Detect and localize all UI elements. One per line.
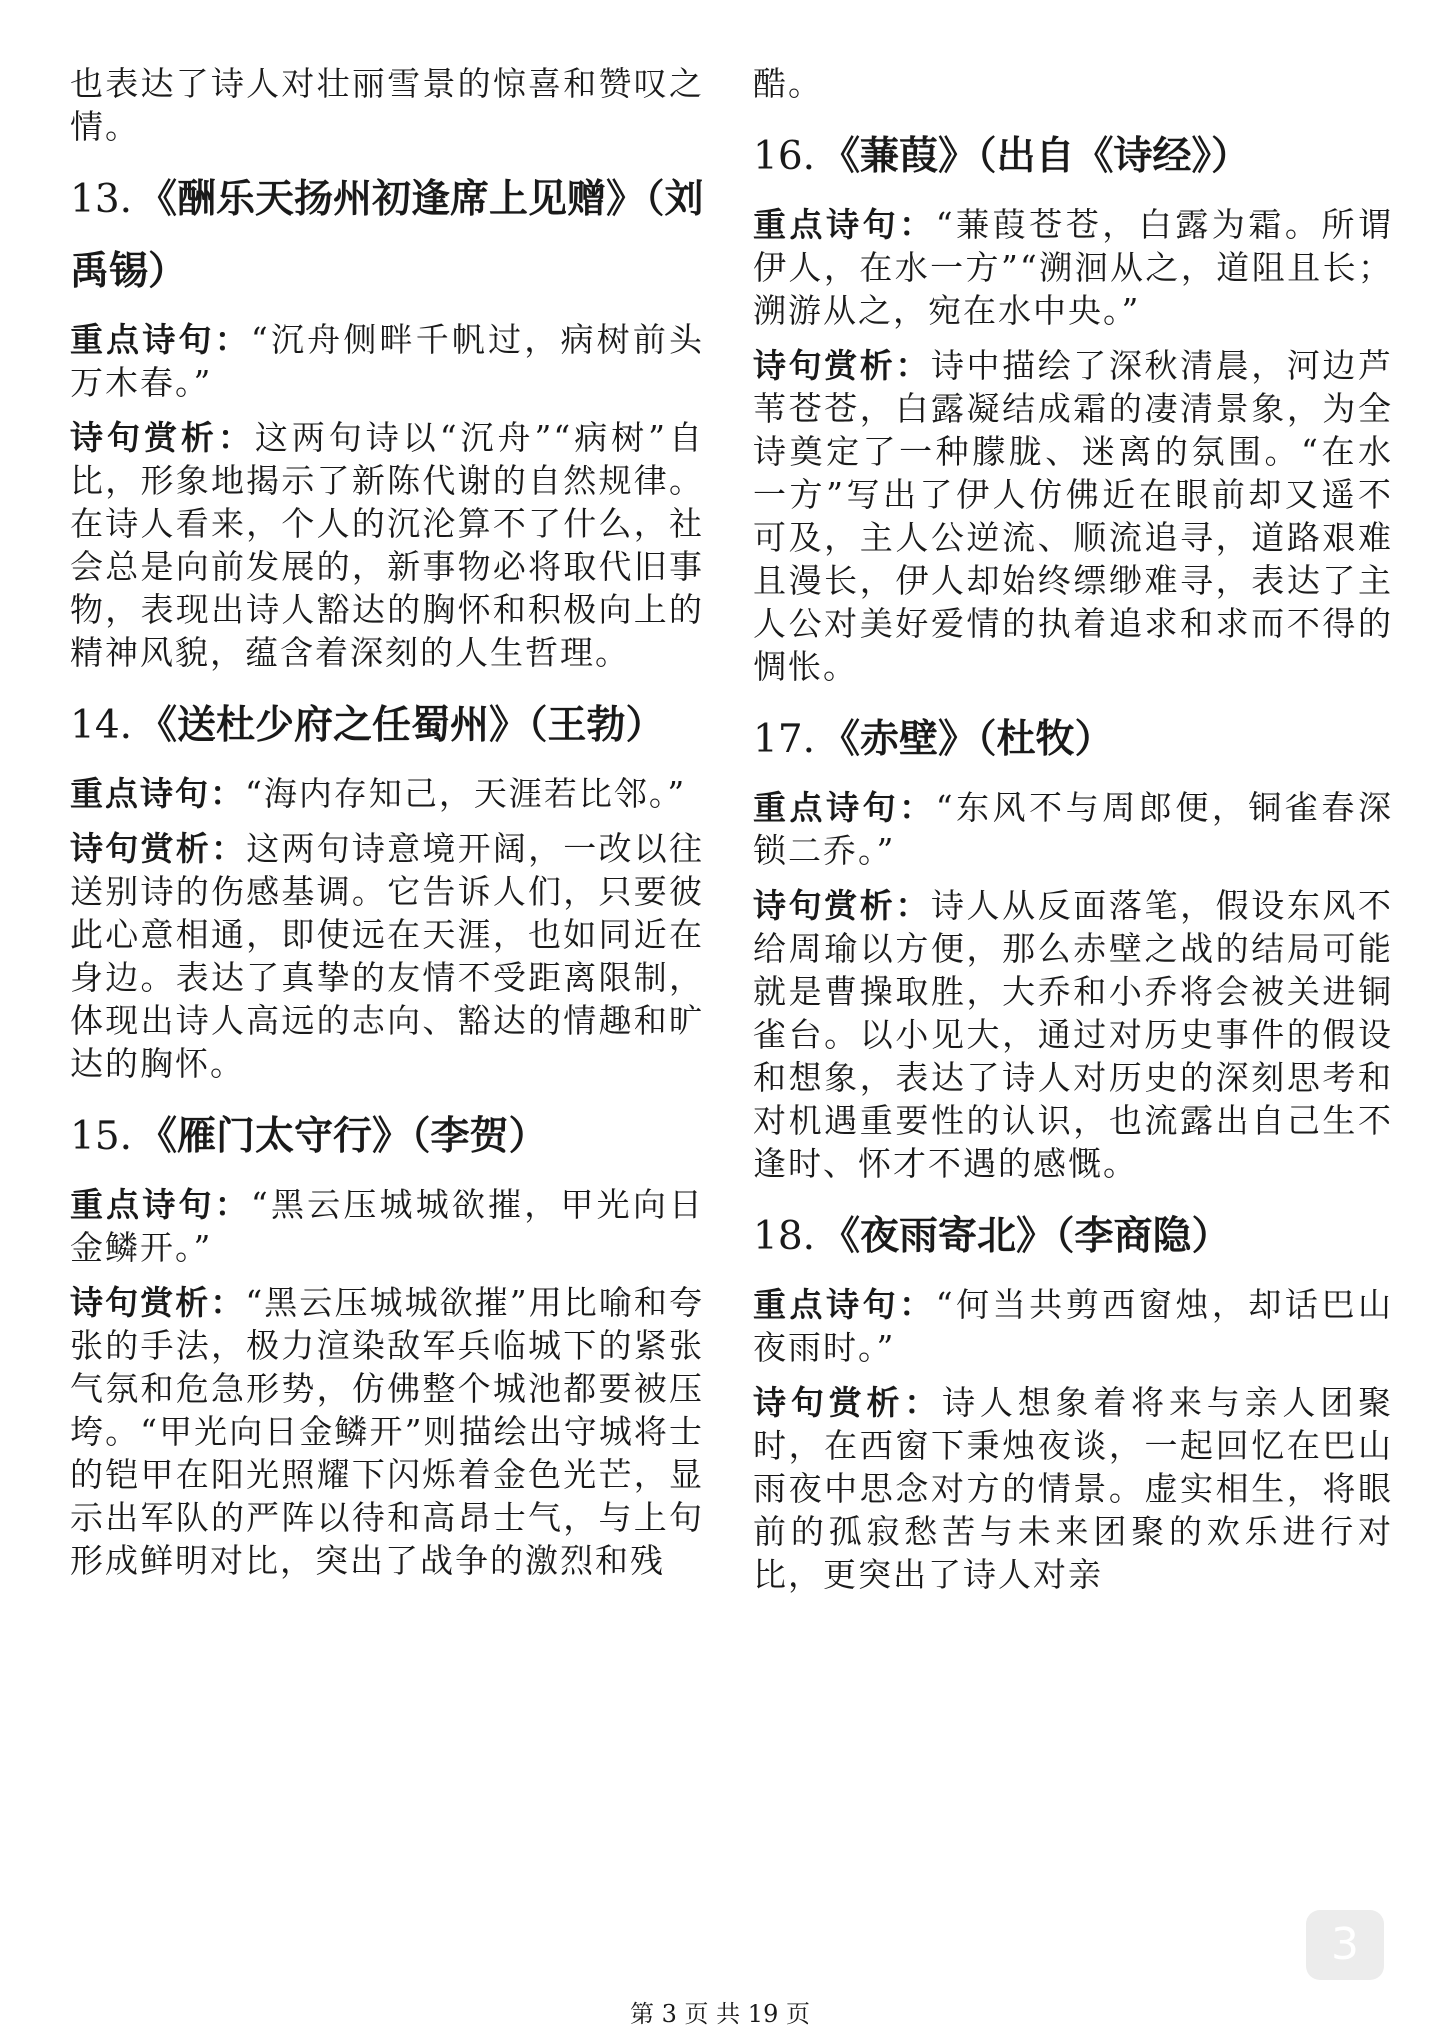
poem-section-17 — [753, 704, 1393, 1185]
key-lines-label: 重点诗句： — [753, 1285, 936, 1324]
key-lines — [753, 786, 1393, 872]
analysis-label: 诗句赏析： — [753, 1383, 943, 1422]
poem-title: 《夜雨寄北》（李商隐） — [821, 1214, 1231, 1259]
poem-number: 13. — [70, 177, 133, 222]
poem-section-13 — [70, 164, 704, 674]
key-lines-label: 重点诗句： — [70, 1185, 251, 1224]
key-lines-text: “海内存知己，天涯若比邻。” — [245, 774, 687, 813]
left-column — [70, 62, 704, 1582]
analysis — [70, 827, 704, 1085]
right-column — [753, 62, 1393, 1596]
analysis — [753, 884, 1393, 1185]
poem-title: 《赤壁》（杜牧） — [821, 717, 1114, 762]
key-lines — [753, 203, 1393, 332]
key-lines-text: “何当共剪西窗烛，却话巴山夜雨时。” — [753, 1285, 1393, 1367]
page-footer: 第 3 页 共 19 页 — [630, 2000, 810, 2028]
analysis — [753, 1381, 1393, 1596]
poem-title: 《雁门太守行》（李贺） — [138, 1114, 548, 1159]
analysis-text: 这两句诗意境开阔，一改以往送别诗的伤感基调。它告诉人们，只要彼此心意相通，即使远在天涯，也如同近在身边。表达了真挚的友情不受距离限制，体现出诗人高远的志向、豁达的情趣和旷达的胸怀。 — [70, 829, 705, 1083]
poem-number: 16. — [753, 134, 816, 179]
poem-heading — [70, 164, 704, 308]
analysis-text: 这两句诗以“沉舟”“病树”自比，形象地揭示了新陈代谢的自然规律。在诗人看来，个人的沉沦算不了什么，社会总是向前发展的，新事物必将取代旧事物，表现出诗人豁达的胸怀和积极向上的精神风貌，蕴含着深刻的人生哲理。 — [70, 418, 704, 672]
analysis-text: “黑云压城城欲摧”用比喻和夸张的手法，极力渲染敌军兵临城下的紧张气氛和危急形势，仿佛整个城池都要被压垮。“甲光向日金鳞开”则描绘出守城将士的铠甲在阳光照耀下闪烁着金色光芒，显示出军队的严阵以待和高昂士气，与上句形成鲜明对比，突出了战争的激烈和残 — [70, 1283, 705, 1580]
poem-title: 《酬乐天扬州初逢席上见赠》（刘禹锡） — [70, 177, 704, 294]
poem-heading — [70, 690, 704, 762]
key-lines — [70, 1183, 704, 1269]
poem-section-14 — [70, 690, 704, 1085]
page-number-badge: 3 — [1306, 1910, 1384, 1980]
poem-number: 15. — [70, 1114, 133, 1159]
analysis — [70, 416, 704, 674]
key-lines — [70, 318, 704, 404]
analysis — [753, 344, 1393, 688]
key-lines-label: 重点诗句： — [70, 774, 245, 813]
poem-heading — [70, 1101, 704, 1173]
poem-section-16 — [753, 121, 1393, 688]
analysis-label: 诗句赏析： — [70, 829, 247, 868]
key-lines — [753, 1283, 1393, 1369]
analysis — [70, 1281, 704, 1582]
analysis-text: 诗人想象着将来与亲人团聚时，在西窗下秉烛夜谈，一起回忆在巴山雨夜中思念对方的情景。虚实相生，将眼前的孤寂愁苦与未来团聚的欢乐进行对比，更突出了诗人对亲 — [753, 1383, 1393, 1594]
key-lines-text: “东风不与周郎便，铜雀春深锁二乔。” — [753, 788, 1393, 870]
key-lines-label: 重点诗句： — [753, 205, 936, 244]
key-lines-label: 重点诗句： — [753, 788, 936, 827]
poem-heading — [753, 704, 1393, 776]
poem-section-18 — [753, 1201, 1393, 1596]
poem-number: 14. — [70, 703, 133, 748]
analysis-label: 诗句赏析： — [70, 418, 255, 457]
analysis-text: 诗中描绘了深秋清晨，河边芦苇苍苍，白露凝结成霜的凄清景象，为全诗奠定了一种朦胧、迷离的氛围。“在水一方”写出了伊人仿佛近在眼前却又遥不可及，主人公逆流、顺流追寻，道路艰难且漫长，伊人却始终缥缈难寻，表达了主人公对美好爱情的执着追求和求而不得的惆怅。 — [753, 346, 1394, 686]
continuation-text: 也表达了诗人对壮丽雪景的惊喜和赞叹之情。 — [70, 64, 704, 146]
key-lines-text: “蒹葭苍苍，白露为霜。所谓伊人，在水一方”“溯洄从之，道阻且长；溯游从之，宛在水中央。” — [753, 205, 1393, 330]
key-lines-text: “黑云压城城欲摧，甲光向日金鳞开。” — [70, 1185, 704, 1267]
analysis-label: 诗句赏析： — [70, 1283, 246, 1322]
poem-section-15 — [70, 1101, 704, 1582]
poem-title: 《蒹葭》（出自《诗经》） — [821, 134, 1251, 179]
analysis-text: 诗人从反面落笔，假设东风不给周瑜以方便，那么赤壁之战的结局可能就是曹操取胜，大乔和小乔将会被关进铜雀台。以小见大，通过对历史事件的假设和想象，表达了诗人对历史的深刻思考和对机遇重要性的认识，也流露出自己生不逢时、怀才不遇的感慨。 — [753, 886, 1394, 1183]
poem-heading — [753, 121, 1393, 193]
poem-number: 18. — [753, 1214, 816, 1259]
analysis-label: 诗句赏析： — [753, 346, 931, 385]
key-lines-text: “沉舟侧畔千帆过，病树前头万木春。” — [70, 320, 704, 402]
key-lines — [70, 772, 704, 815]
poem-heading — [753, 1201, 1393, 1273]
key-lines-label: 重点诗句： — [70, 320, 251, 359]
poem-number: 17. — [753, 717, 816, 762]
continuation-text: 酷。 — [753, 64, 823, 103]
analysis-label: 诗句赏析： — [753, 886, 931, 925]
poem-title: 《送杜少府之任蜀州》（王勃） — [138, 703, 665, 748]
